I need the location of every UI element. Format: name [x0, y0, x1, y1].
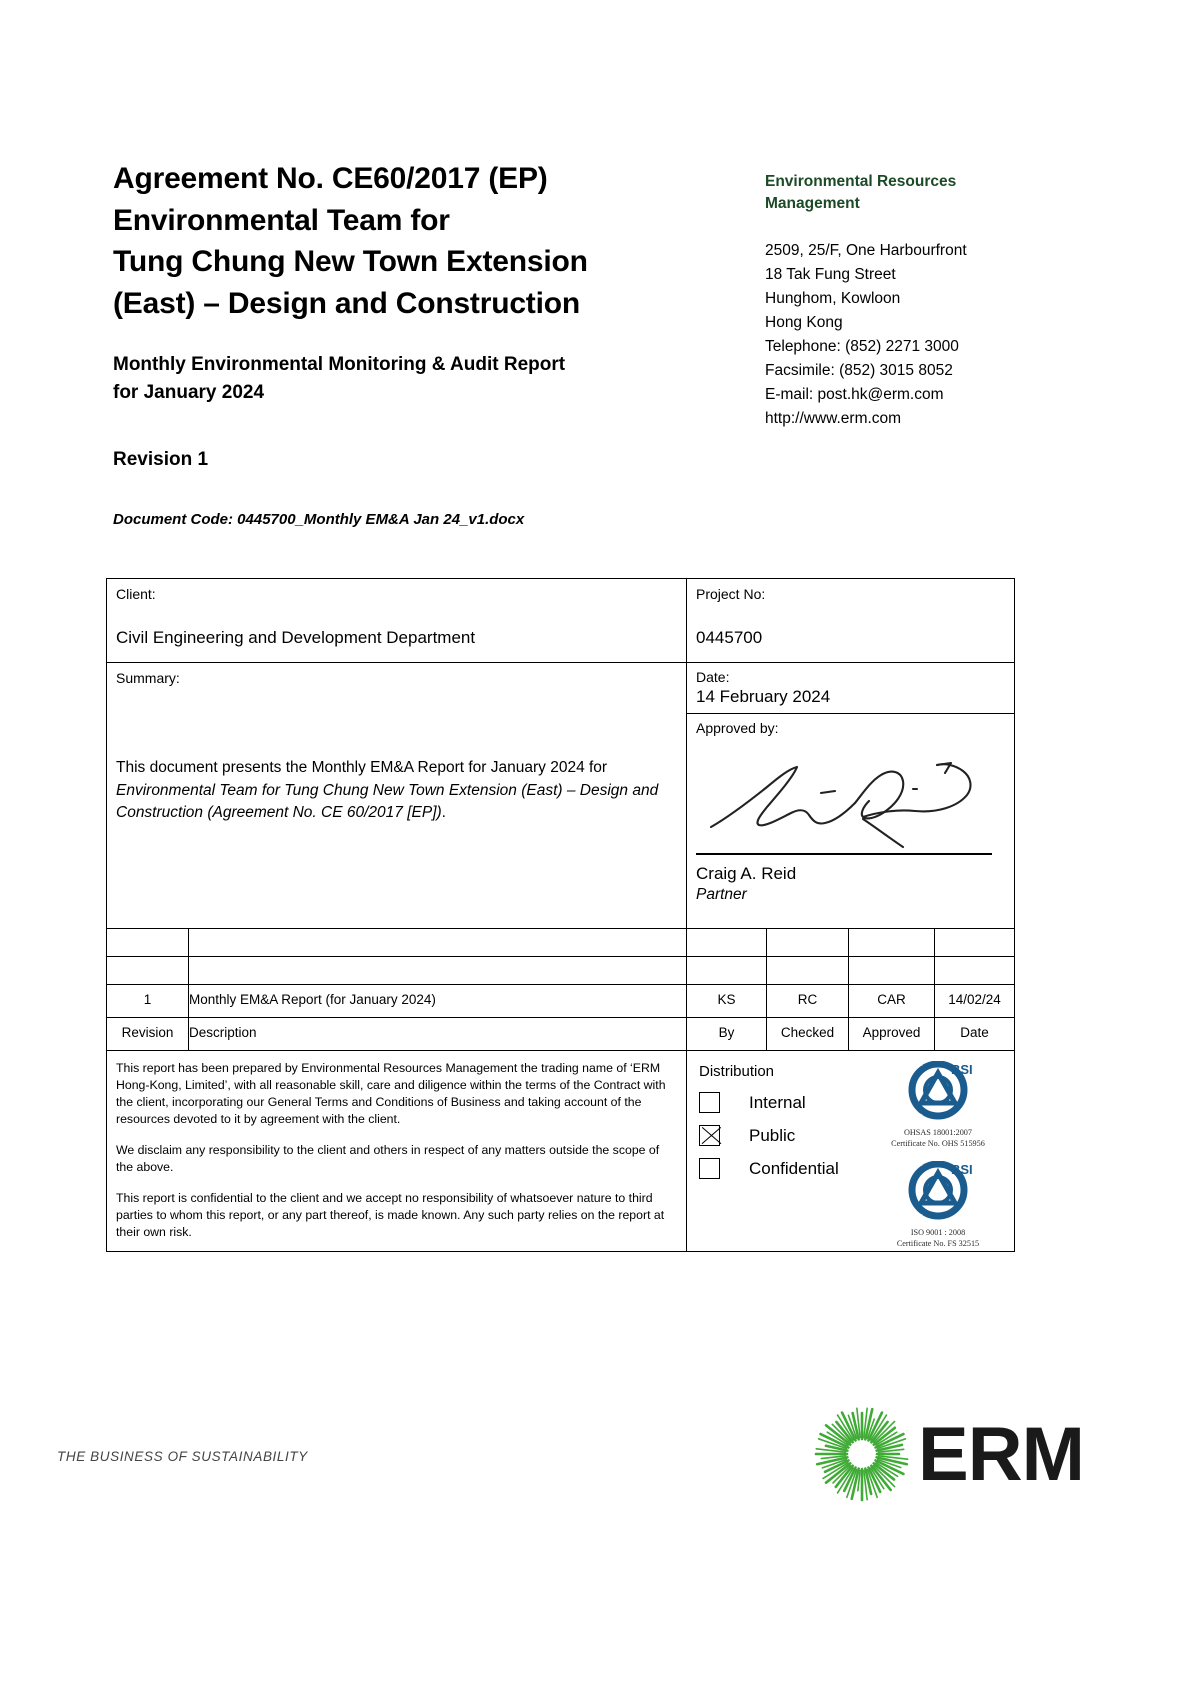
- title-line-2: Environmental Team for: [113, 203, 450, 237]
- certification-badge-ohsas: [884, 1061, 992, 1149]
- subtitle-line-1: Monthly Environmental Monitoring & Audit Report: [113, 354, 566, 375]
- project-no-label: Project No:: [696, 586, 766, 602]
- company-name: [765, 171, 1065, 215]
- signature-rule: [696, 853, 992, 855]
- blank-cell-approved: [849, 957, 935, 985]
- revision-by: KS: [687, 985, 767, 1018]
- blank-cell-by: [687, 929, 767, 957]
- disclaimer-paragraph-2: We disclaim any responsibility to the client and others in respect of any matters outside the scope of the above.: [116, 1143, 660, 1174]
- disclaimer-text: [107, 1051, 686, 1251]
- disclaimer-cell: [107, 1051, 687, 1252]
- page-title: [113, 158, 713, 324]
- address-line-4: Hong Kong: [765, 314, 843, 331]
- checkbox-internal[interactable]: [699, 1092, 720, 1113]
- title-line-4: (East) – Design and Construction: [113, 286, 580, 320]
- address-line-2: 18 Tak Fung Street: [765, 266, 896, 283]
- title-column: [113, 158, 713, 528]
- blank-revision-row: [107, 957, 1015, 985]
- disclaimer-row: [107, 1051, 1015, 1252]
- table-row: [107, 985, 1015, 1018]
- company-address: [765, 215, 1065, 431]
- header-date: Date: [935, 1018, 1015, 1051]
- revision-approved: CAR: [849, 985, 935, 1018]
- company-name-line-1: Environmental Resources: [765, 173, 957, 190]
- summary-text-plain-end: .: [441, 804, 446, 821]
- header-checked: Checked: [767, 1018, 849, 1051]
- address-line-3: Hunghom, Kowloon: [765, 290, 901, 307]
- blank-cell-by: [687, 957, 767, 985]
- date-label: Date:: [696, 669, 730, 685]
- summary-text: [116, 687, 677, 825]
- footer-tagline: THE BUSINESS OF SUSTAINABILITY: [57, 1449, 308, 1464]
- title-line-3: Tung Chung New Town Extension: [113, 245, 588, 278]
- blank-cell-date: [935, 957, 1015, 985]
- erm-wordmark: ERM: [918, 1412, 1084, 1497]
- blank-cell-checked: [767, 957, 849, 985]
- client-row: [107, 579, 1015, 663]
- title-line-1: Agreement No. CE60/2017 (EP): [113, 162, 548, 195]
- approved-by-subcell: [687, 714, 1014, 912]
- erm-logo: [812, 1404, 1084, 1508]
- approved-by-label: Approved by:: [696, 720, 779, 736]
- document-code: Document Code: 0445700_Monthly EM&A Jan 24_v1.docx: [113, 511, 525, 528]
- signature-image: [705, 741, 985, 853]
- distribution-title: Distribution: [699, 1063, 775, 1080]
- date-value: 14 February 2024: [696, 687, 831, 706]
- bsi-kitemark-icon: [899, 1061, 977, 1123]
- telephone-line: Telephone: (852) 2271 3000: [765, 338, 959, 355]
- checkbox-confidential[interactable]: [699, 1158, 720, 1179]
- client-value: Civil Engineering and Development Department: [116, 628, 476, 647]
- blank-cell-revision: [107, 929, 189, 957]
- certification-standard-iso: ISO 9001 : 2008: [910, 1228, 966, 1237]
- blank-cell-date: [935, 929, 1015, 957]
- blank-cell-checked: [767, 929, 849, 957]
- certification-badge-iso: [884, 1161, 992, 1249]
- company-address-block: [765, 171, 1065, 431]
- header-approved: Approved: [849, 1018, 935, 1051]
- header-by: By: [687, 1018, 767, 1051]
- revision-checked: RC: [767, 985, 849, 1018]
- subtitle-line-2: for January 2024: [113, 382, 265, 403]
- approved-by-row: [687, 714, 1014, 912]
- revision-label: Revision 1: [113, 449, 209, 470]
- distribution-cell: [687, 1051, 1015, 1252]
- approver-name: Craig A. Reid: [696, 864, 797, 883]
- address-line-1: 2509, 25/F, One Harbourfront: [765, 242, 967, 259]
- blank-cell-revision: [107, 957, 189, 985]
- blank-cell-approved: [849, 929, 935, 957]
- erm-sunburst-icon: [812, 1404, 912, 1504]
- client-cell: [107, 579, 687, 663]
- blank-cell-description: [189, 957, 687, 985]
- approver-role: Partner: [696, 886, 747, 903]
- certification-number-ohsas: Certificate No. OHS 515956: [891, 1138, 985, 1148]
- project-no-value: 0445700: [696, 628, 763, 647]
- date-row: [687, 663, 1014, 714]
- project-no-cell: [687, 579, 1015, 663]
- svg-text:BSI: BSI: [951, 1162, 973, 1177]
- disclaimer-paragraph-3: This report is confidential to the client and we accept no responsibility of whatsoever nature to third parties to whom this report, or any part thereof, is made known. Any such party relies on the report at their own risk.: [116, 1191, 665, 1239]
- svg-text:BSI: BSI: [951, 1062, 973, 1077]
- signature-area: [687, 737, 1014, 857]
- client-label: Client:: [116, 586, 156, 602]
- summary-row: [107, 663, 1015, 929]
- revision-description: Monthly EM&A Report (for January 2024): [189, 985, 687, 1018]
- bsi-kitemark-icon: [899, 1161, 977, 1223]
- distribution-label-public: Public: [749, 1125, 796, 1145]
- certification-standard-ohsas: OHSAS 18001:2007: [903, 1128, 972, 1137]
- revision-header-row: [107, 1018, 1015, 1051]
- header-revision: Revision: [107, 1018, 189, 1051]
- blank-revision-row: [107, 929, 1015, 957]
- date-approved-cell: [687, 663, 1015, 929]
- disclaimer-paragraph-1: This report has been prepared by Environmental Resources Management the trading name of ‘ERM Hong-Kong, Limited’, with all reasonable skill, care and diligence within the terms of the Contract with the client, incorporating our General Terms and Conditions of Business and taking account of the resources devoted to it by agreement with the client.: [116, 1061, 666, 1126]
- summary-cell: [107, 663, 687, 929]
- summary-label: Summary:: [116, 670, 180, 686]
- blank-cell-description: [189, 929, 687, 957]
- document-subtitle: [113, 324, 713, 407]
- header-description: Description: [189, 1018, 687, 1051]
- revision-date: 14/02/24: [935, 985, 1015, 1018]
- summary-text-plain-start: This document presents the Monthly EM&A Report for January 2024 for: [116, 759, 608, 776]
- distribution-label-confidential: Confidential: [749, 1158, 839, 1178]
- revision-number: 1: [107, 985, 189, 1018]
- facsimile-line: Facsimile: (852) 3015 8052: [765, 362, 953, 379]
- document-control-table: [106, 578, 1015, 1252]
- certification-number-iso: Certificate No. FS 32515: [896, 1238, 980, 1248]
- website-line: http://www.erm.com: [765, 410, 902, 427]
- checkbox-public[interactable]: [699, 1125, 720, 1146]
- email-line: E-mail: post.hk@erm.com: [765, 386, 944, 403]
- company-name-line-2: Management: [765, 195, 860, 212]
- summary-text-italic: Environmental Team for Tung Chung New Town Extension (East) – Design and Construction (Agreement No. CE 60/2017 [EP]): [116, 781, 659, 821]
- distribution-label-internal: Internal: [749, 1092, 806, 1112]
- date-subcell: [687, 663, 1014, 714]
